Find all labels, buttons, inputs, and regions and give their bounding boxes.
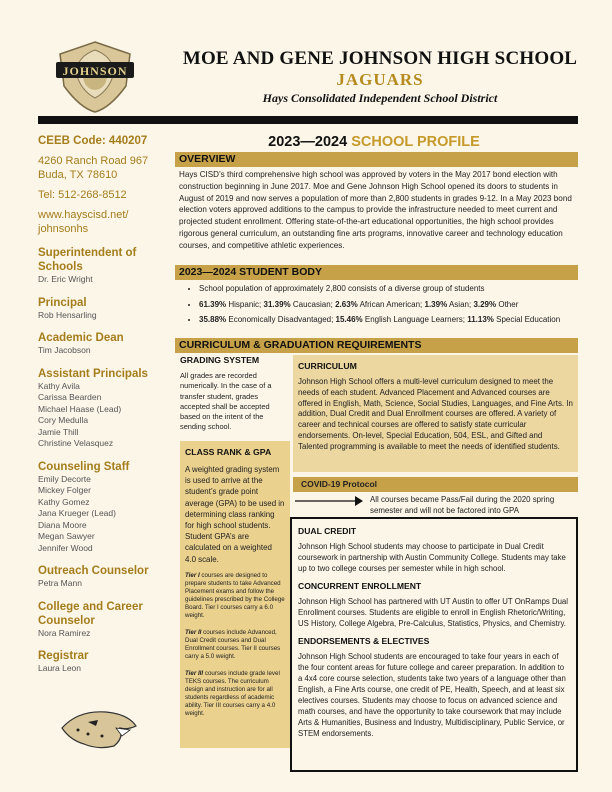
list-item: Mickey Folger bbox=[38, 485, 91, 495]
dual-credit-text: Johnson High School students may choose to participate in Dual Credit coursework in partnership with Austin Community College. Students may take up to two college courses per semester while in high school. bbox=[298, 542, 566, 573]
sidebar bbox=[38, 134, 168, 675]
class-rank-box bbox=[180, 441, 290, 748]
page-title bbox=[170, 134, 578, 150]
registrar-name: Laura Leon bbox=[38, 663, 82, 673]
list-item: Megan Sawyer bbox=[38, 531, 95, 541]
school-logo bbox=[50, 38, 140, 114]
dean-name: Tim Jacobson bbox=[38, 345, 91, 355]
website-link[interactable] bbox=[38, 208, 168, 236]
website-line-2: johnsonhs bbox=[38, 223, 89, 235]
phone: Tel: 512-268-8512 bbox=[38, 189, 127, 201]
grading-system-text: All grades are recorded numerically. In the case of a transfer student, grades accepted shall be accepted based on the intent of the sending school. bbox=[180, 371, 272, 432]
curriculum-graduation-heading: CURRICULUM & GRADUATION REQUIREMENTS bbox=[175, 338, 578, 353]
student-body-heading: 2023—2024 STUDENT BODY bbox=[175, 265, 578, 280]
grading-system-section bbox=[175, 355, 293, 433]
website-line-1: www.hayscisd.net/ bbox=[38, 209, 129, 221]
header-divider bbox=[38, 116, 578, 124]
assistant-principals-list bbox=[38, 381, 168, 450]
list-item: Jennifer Wood bbox=[38, 542, 93, 553]
list-item: Kathy Gomez bbox=[38, 496, 90, 507]
ceeb-code: CEEB Code: 440207 bbox=[38, 135, 148, 147]
tier-2-text: Tier II courses include Advanced, Dual Credit courses and Dual Enrollment courses. Tier II courses carry a 5.0 weight. bbox=[185, 628, 281, 660]
list-item: Christine Velasquez bbox=[38, 438, 114, 448]
tier-1-text: Tier I courses are designed to prepare students to take Advanced Placement exams and follow the guidelines prescribed by the College Board. Tier I courses carry a 6.0 weight. bbox=[185, 571, 285, 619]
outreach-title: Outreach Counselor bbox=[38, 565, 149, 577]
school-name: MOE AND GENE JOHNSON HIGH SCHOOL bbox=[182, 48, 578, 69]
endorsements-heading: ENDORSEMENTS & ELECTIVES bbox=[298, 636, 430, 646]
logo-text: JOHNSON bbox=[62, 64, 128, 78]
counseling-title: Counseling Staff bbox=[38, 460, 130, 473]
curriculum-heading: CURRICULUM bbox=[298, 361, 357, 371]
dean-title: Academic Dean bbox=[38, 332, 124, 344]
tier-3-text: Tier III courses include grade level TEKS courses. The curriculum design and instruction are for all students regardless of academic ability. Tier III courses carry a 4.0 weight. bbox=[185, 669, 280, 717]
address-line-1: 4260 Ranch Road 967 bbox=[38, 155, 149, 167]
list-item: Jamie Thill bbox=[38, 426, 79, 437]
overview-text: Hays CISD’s third comprehensive high school was approved by voters in the May 2017 bond election with construction beginning in June 2017. Moe and Gene Johnson High School opened its doors to students in August of 2019 and now serves a population of more than 2,800 students in grades 9-12. In a May 2023 bond election voters approved additions to the campus to provide the infrastructure needed to meet current and projected student enrollment. Offering state-of-the-art educational opportunities, the high school provides rigorous general curriculum, an outstanding fine arts programs, innovative career and technology education courses, and competitive athletic experiences. bbox=[179, 170, 572, 250]
jaguar-mascot-icon bbox=[58, 706, 140, 752]
list-item: • School population of approximately 2,800 consists of a diverse group of students bbox=[199, 283, 577, 296]
mascot-name: JAGUARS bbox=[336, 70, 424, 89]
concurrent-enrollment-text: Johnson High School has partnered with UT Austin to offer UT OnRamps Dual Enrollment courses. Students are eligible to enroll in English Rhetoric/Writing, US History, College Algebra, Pre-Calculus, Statistics, Physics, and Chemistry. bbox=[298, 597, 569, 628]
college-counselor-name: Nora Ramirez bbox=[38, 627, 91, 638]
dual-credit-box bbox=[290, 517, 578, 772]
class-rank-text: A weighted grading system is used to arrive at the student’s grade point average (GPA) to be used in determining class ranking for high school students. Student GPA’s are calculated on a weighted 4.0 scale. bbox=[185, 465, 285, 564]
profile-label: SCHOOL PROFILE bbox=[351, 134, 480, 150]
superintendent-name: Dr. Eric Wright bbox=[38, 274, 93, 284]
curriculum-text: Johnson High School offers a multi-level curriculum designed to meet the needs of each student. Advanced Placement and Advanced courses are offered in English, Math, Science, Social Studies, Languages, and Fine Arts. In addition, Dual Credit and Dual Enrollment courses are offered. A variety of career and technical courses are offered to satisfy state curricular endorsements. On-level, Special Education, 504, ESL, and Gifted and Talented programming is available to meet the needs of identified students. bbox=[298, 377, 573, 451]
list-item: Michael Haase (Lead) bbox=[38, 403, 122, 414]
school-year: 2023—2024 bbox=[268, 134, 348, 150]
outreach-name: Petra Mann bbox=[38, 578, 82, 588]
assistant-principals-title: Assistant Principals bbox=[38, 367, 148, 380]
principal-title: Principal bbox=[38, 296, 87, 309]
endorsements-text: Johnson High School students are encouraged to take four years in each of the four content areas for future college and career preparation. In addition to a 4x4 core course selection, students take two years of a language other than English, a Fine Arts course, one credit of PE, Health, Speech, and at least six electives courses. Students may choose to focus on advanced science and math courses, and have the opportunity to take coursework that may include Arts & Humanities, Business and Industry, Multidisciplinary, Public Service, or STEM endorsements. bbox=[298, 652, 566, 738]
college-counselor-title: College and Career Counselor bbox=[38, 600, 143, 627]
list-item: Diana Moore bbox=[38, 519, 87, 530]
covid-heading: COVID-19 Protocol bbox=[293, 477, 578, 492]
grading-system-heading: GRADING SYSTEM bbox=[180, 355, 260, 365]
district-name: Hays Consolidated Independent School District bbox=[262, 91, 498, 105]
dual-credit-heading: DUAL CREDIT bbox=[298, 526, 357, 536]
list-item: Kathy Avila bbox=[38, 380, 80, 391]
address-line-2: Buda, TX 78610 bbox=[38, 169, 118, 181]
list-item: • 35.88% Economically Disadvantaged; 15.46% English Language Learners; 11.13% Special Education bbox=[199, 314, 577, 327]
arrow-icon bbox=[293, 494, 365, 508]
list-item: Cory Medulla bbox=[38, 415, 89, 425]
class-rank-heading: CLASS RANK & GPA bbox=[185, 447, 272, 457]
covid-text: All courses became Pass/Fail during the 2020 spring semester and will not be factored into GPA bbox=[370, 495, 555, 515]
list-item: Jana Krueger (Lead) bbox=[38, 508, 116, 518]
principal-name: Rob Hensarling bbox=[38, 309, 97, 320]
concurrent-enrollment-heading: CONCURRENT ENROLLMENT bbox=[298, 581, 422, 591]
list-item: • 61.39% Hispanic; 31.39% Caucasian; 2.63% African American; 1.39% Asian; 3.29% Other bbox=[199, 299, 577, 312]
registrar-title: Registrar bbox=[38, 650, 89, 662]
list-item: Emily Decorte bbox=[38, 473, 91, 484]
overview-heading: OVERVIEW bbox=[175, 152, 578, 167]
student-body-list bbox=[179, 283, 577, 330]
curriculum-box bbox=[293, 355, 578, 472]
superintendent-title: Superintendent of Schools bbox=[38, 247, 137, 273]
counselors-list bbox=[38, 474, 168, 555]
list-item: Carissa Bearden bbox=[38, 392, 102, 402]
